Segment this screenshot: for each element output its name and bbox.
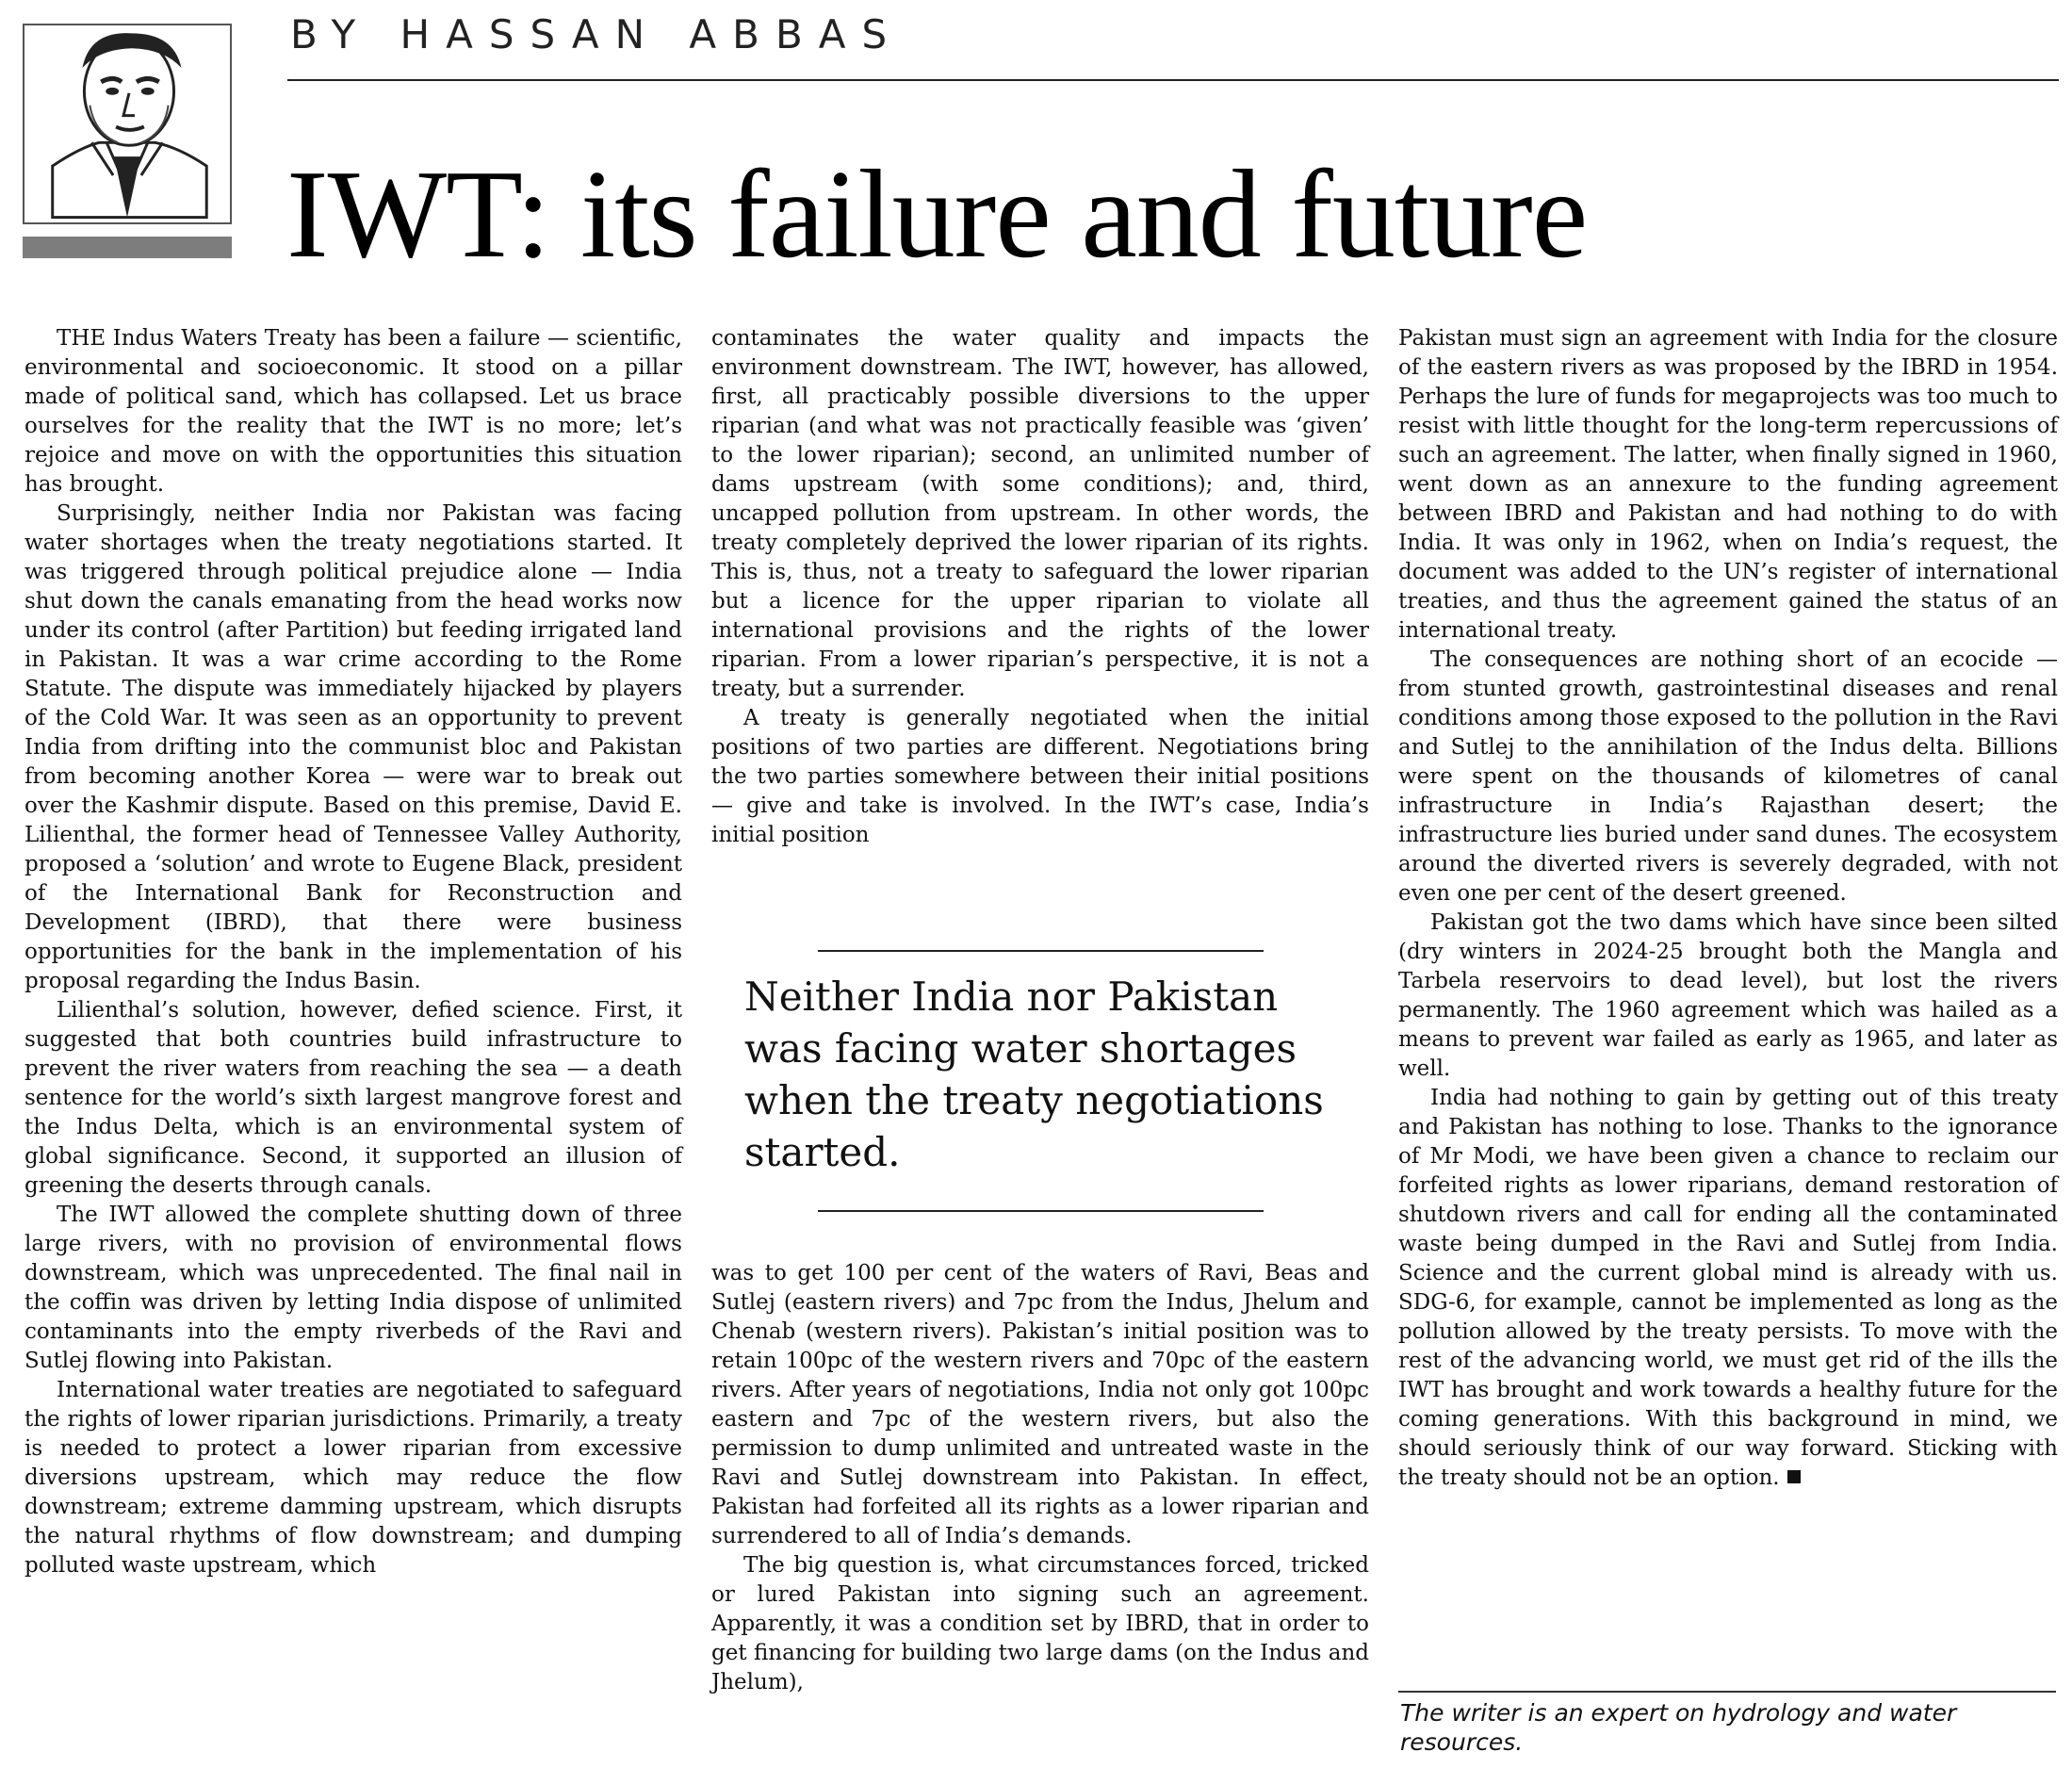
paragraph: The big question is, what circumstances forced, tricked or lured Pakistan into signing such an agreement. Apparently, it was a condition set by IBRD, that in order to get financing for building two large dams (on the Indus and Jhelum), xyxy=(711,1553,1369,1694)
column-3 xyxy=(1398,324,2058,1493)
author-portrait xyxy=(23,24,232,224)
headline: IWT: its failure and future xyxy=(286,144,1588,284)
paragraph: Surprisingly, neither India nor Pakistan was facing water shortages when the treaty negotiations started. It was triggered through political prejudice alone — India shut down the canals emanating from the head works now under its control (after Partition) but feeding irrigated land in Pakistan. It was a war crime according to the Rome Statute. The dispute was immediately hijacked by players of the Cold War. It was seen as an opportunity to prevent India from drifting into the communist bloc and Pakistan from becoming another Korea — were war to break out over the Kashmir dispute. Based on this premise, David E. Lilienthal, the former head of Tennessee Valley Authority, proposed a ‘solution’ and wrote to Eugene Black, president of the International Bank for Reconstruction and Development (IBRD), that there were business opportunities for the bank in the implementation of his proposal regarding the Indus Basin. xyxy=(24,501,682,993)
paragraph: contaminates the water quality and impacts the environment downstream. The IWT, however, has allowed, first, all practicably possible diversions to the upper riparian (and what was not practically feasible was ‘given’ to the lower riparian); second, an unlimited number of dams upstream (with some conditions); and, third, uncapped pollution from upstream. In other words, the treaty completely deprived the lower riparian of its rights. This is, thus, not a treaty to safeguard the lower riparian but a licence for the upper riparian to violate all international provisions and the rights of the lower riparian. From a lower riparian’s perspective, it is not a treaty, but a surrender. xyxy=(711,326,1369,701)
paragraph: Pakistan must sign an agreement with India for the closure of the eastern rivers as was proposed by the IBRD in 1954. Perhaps the lure of funds for megaprojects was too much to resist with little thought for the long-term repercussions of such an agreement. The latter, when finally signed in 1960, went down as an annexure to the funding agreement between IBRD and Pakistan and had nothing to do with India. It was only in 1962, when on India’s request, the document was added to the UN’s register of international treaties, and thus the agreement gained the status of an international treaty. xyxy=(1398,326,2058,643)
pull-quote-rule-bottom xyxy=(818,1210,1264,1212)
credit-rule xyxy=(1398,1691,2056,1693)
portrait-bar xyxy=(23,237,232,258)
column-2-top xyxy=(711,324,1369,850)
paragraph: Pakistan got the two dams which have since been silted (dry winters in 2024-25 brought both the Mangla and Tarbela reservoirs to dead level), but lost the rivers permanently. The 1960 agreement which was hailed as a means to prevent war failed as early as 1965, and later as well. xyxy=(1398,910,2058,1081)
column-1 xyxy=(24,324,682,1580)
end-mark-icon xyxy=(1787,1470,1801,1483)
author-credit: The writer is an expert on hydrology and water resources. xyxy=(1400,1699,1957,1756)
paragraph: The consequences are nothing short of an ecocide — from stunted growth, gastrointestinal diseases and renal conditions among those exposed to the pollution in the Ravi and Sutlej to the annihilation of the Indus delta. Billions were spent on the thousands of kilometres of canal infrastructure in India’s Rajasthan desert; the infrastructure lies buried under sand dunes. The ecosystem around the diverted rivers is severely degraded, with not even one per cent of the desert greened. xyxy=(1398,647,2058,906)
paragraph-final xyxy=(1398,1084,2058,1493)
paragraph: THE Indus Waters Treaty has been a failure — scientific, environmental and socioeconomic. It stood on a pillar made of political sand, which has collapsed. Let us brace ourselves for the reality that the IWT is no more; let’s rejoice and move on with the opportunities this situation has brought. xyxy=(24,326,682,497)
paragraph: A treaty is generally negotiated when the initial positions of two parties are different. Negotiations bring the two parties somewhere between their initial positions — give and take is involved. In the IWT’s case, India’s initial position xyxy=(711,706,1369,847)
paragraph: The IWT allowed the complete shutting down of three large rivers, with no provision of environmental flows downstream, which was unprecedented. The final nail in the coffin was driven by letting India dispose of unlimited contaminants into the empty riverbeds of the Ravi and Sutlej flowing into Pakistan. xyxy=(24,1203,682,1373)
byline: BY HASSAN ABBAS xyxy=(290,11,904,57)
paragraph: International water treaties are negotiated to safeguard the rights of lower riparian jurisdictions. Primarily, a treaty is needed to protect a lower riparian from excessive diversions upstream, which may reduce the flow downstream; extreme damming upstream, which disrupts the natural rhythms of flow downstream; and dumping polluted waste upstream, which xyxy=(24,1378,682,1578)
paragraph: Lilienthal’s solution, however, defied science. First, it suggested that both countries build infrastructure to prevent the river waters from reaching the sea — a death sentence for the world’s sixth largest mangrove forest and the Indus Delta, which is an environmental system of global significance. Second, it supported an illusion of greening the deserts through canals. xyxy=(24,998,682,1198)
author-sketch-icon xyxy=(24,25,230,222)
header-rule xyxy=(287,79,2059,81)
pull-quote: Neither India nor Pakistan was facing water shortages when the treaty negotiations started. xyxy=(744,974,1324,1175)
paragraph-text: India had nothing to gain by getting out of this treaty and Pakistan has nothing to lose. Thanks to the ignorance of Mr Modi, we have been given a chance to reclaim our forfeited rights as lower riparians, demand restoration of shutdown rivers and call for ending all the contaminated waste being dumped in the Ravi and Sutlej from India. Science and the current global mind is already with us. SDG-6, for example, cannot be implemented as long as the pollution allowed by the treaty persists. To move with the rest of the advancing world, we must get rid of the ills the IWT has brought and work towards a healthy future for the coming generations. With this background in mind, we should seriously think of our way forward. Sticking with the treaty should not be an option. xyxy=(1398,1086,2058,1490)
pull-quote-rule-top xyxy=(818,950,1264,952)
paragraph: was to get 100 per cent of the waters of Ravi, Beas and Sutlej (eastern rivers) and 7pc from the Indus, Jhelum and Chenab (western rivers). Pakistan’s initial position was to retain 100pc of the western rivers and 70pc of the eastern rivers. After years of negotiations, India not only got 100pc eastern and 7pc of the western rivers, but also the permission to dump unlimited and untreated waste in the Ravi and Sutlej downstream into Pakistan. In effect, Pakistan had forfeited all its rights as a lower riparian and surrendered to all of India’s demands. xyxy=(711,1261,1369,1548)
column-2-bottom xyxy=(711,1259,1369,1697)
